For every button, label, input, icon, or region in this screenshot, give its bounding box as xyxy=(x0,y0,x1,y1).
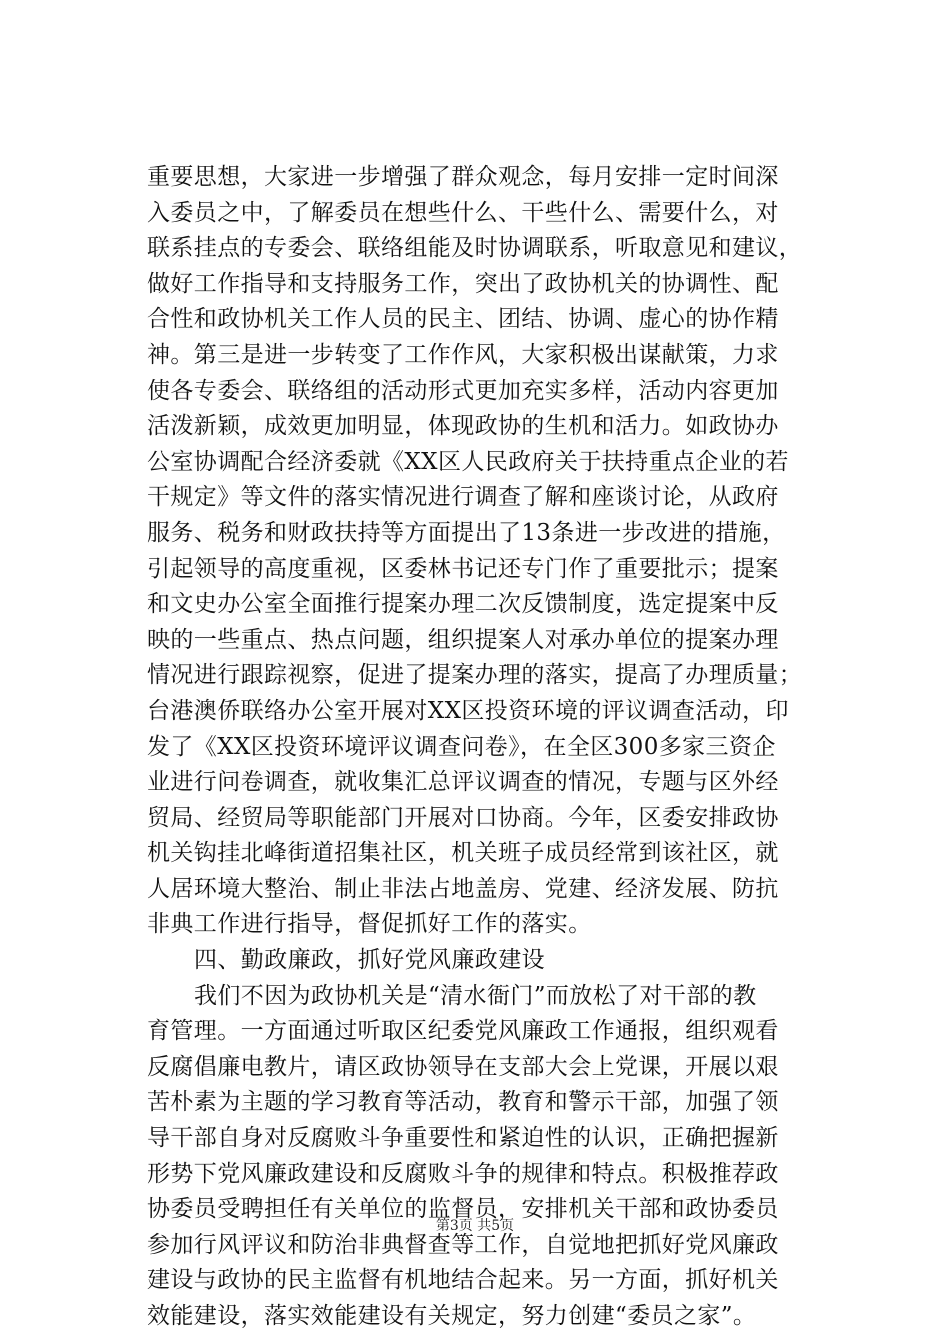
page-number-footer: 第3页 共5页 xyxy=(435,1218,515,1234)
text-line: 和文史办公室全面推行提案办理二次反馈制度，选定提案中反 xyxy=(147,591,779,618)
text-line: 业进行问卷调查，就收集汇总评议调查的情况，专题与区外经 xyxy=(147,769,779,796)
text-line: 台港澳侨联络办公室开展对XX区投资环境的评议调查活动，印 xyxy=(147,697,789,724)
text-line: 联系挂点的专委会、联络组能及时协调联系，听取意见和建议， xyxy=(147,235,803,262)
text-line: 映的一些重点、热点问题，组织提案人对承办单位的提案办理 xyxy=(147,626,779,653)
text-line: 服务、税务和财政扶持等方面提出了13条进一步改进的措施， xyxy=(147,519,786,546)
text-line: 重要思想，大家进一步增强了群众观念，每月安排一定时间深 xyxy=(147,164,779,190)
text-line: 苦朴素为主题的学习教育等活动，教育和警示干部，加强了领 xyxy=(147,1089,779,1116)
text-line: 反腐倡廉电教片，请区政协领导在支部大会上党课，开展以艰 xyxy=(147,1053,779,1080)
text-line: 做好工作指导和支持服务工作，突出了政协机关的协调性、配 xyxy=(147,270,779,297)
text-line: 育管理。一方面通过听取区纪委党风廉政工作通报，组织观看 xyxy=(147,1018,779,1045)
text-line: 引起领导的高度重视，区委林书记还专门作了重要批示；提案 xyxy=(147,555,779,582)
text-line: 建设与政协的民主监督有机地结合起来。另一方面，抓好机关 xyxy=(147,1267,779,1294)
text-line: 非典工作进行指导，督促抓好工作的落实。 xyxy=(147,911,592,938)
text-line: 情况进行跟踪视察，促进了提案办理的落实，提高了办理质量； xyxy=(147,662,803,689)
body-text xyxy=(147,160,827,1335)
text-line: 人居环境大整治、制止非法占地盖房、党建、经济发展、防抗 xyxy=(147,875,779,902)
text-line: 发了《XX区投资环境评议调查问卷》，在全区300多家三资企 xyxy=(147,733,776,760)
section-heading: 四、勤政廉政，抓好党风廉政建设 xyxy=(194,947,545,974)
text-line: 贸局、经贸局等职能部门开展对口协商。今年，区委安排政协 xyxy=(147,804,779,831)
text-line: 协委员受聘担任有关单位的监督员，安排机关干部和政协委员 xyxy=(147,1196,779,1223)
text-line: 合性和政协机关工作人员的民主、团结、协调、虚心的协作精 xyxy=(147,306,779,333)
paragraph-first-line: 我们不因为政协机关是“清水衙门”而放松了对干部的教 xyxy=(194,982,757,1009)
text-line: 活泼新颖，成效更加明显，体现政协的生机和活力。如政协办 xyxy=(147,413,779,440)
text-line: 形势下党风廉政建设和反腐败斗争的规律和特点。积极推荐政 xyxy=(147,1160,779,1187)
text-line: 机关钩挂北峰街道招集社区，机关班子成员经常到该社区，就 xyxy=(147,840,779,867)
text-line: 公室协调配合经济委就《XX区人民政府关于扶持重点企业的若 xyxy=(147,448,789,475)
text-line: 使各专委会、联络组的活动形式更加充实多样，活动内容更加 xyxy=(147,377,779,404)
text-line: 参加行风评议和防治非典督查等工作，自觉地把抓好党风廉政 xyxy=(147,1231,779,1258)
text-line: 效能建设，落实效能建设有关规定，努力创建“委员之家”。 xyxy=(147,1303,757,1329)
text-line: 干规定》等文件的落实情况进行调查了解和座谈讨论，从政府 xyxy=(147,484,779,511)
text-line: 导干部自身对反腐败斗争重要性和紧迫性的认识，正确把握新 xyxy=(147,1125,779,1152)
text-line: 入委员之中，了解委员在想些什么、干些什么、需要什么，对 xyxy=(147,199,779,226)
text-line: 神。第三是进一步转变了工作作风，大家积极出谋献策，力求 xyxy=(147,341,779,368)
